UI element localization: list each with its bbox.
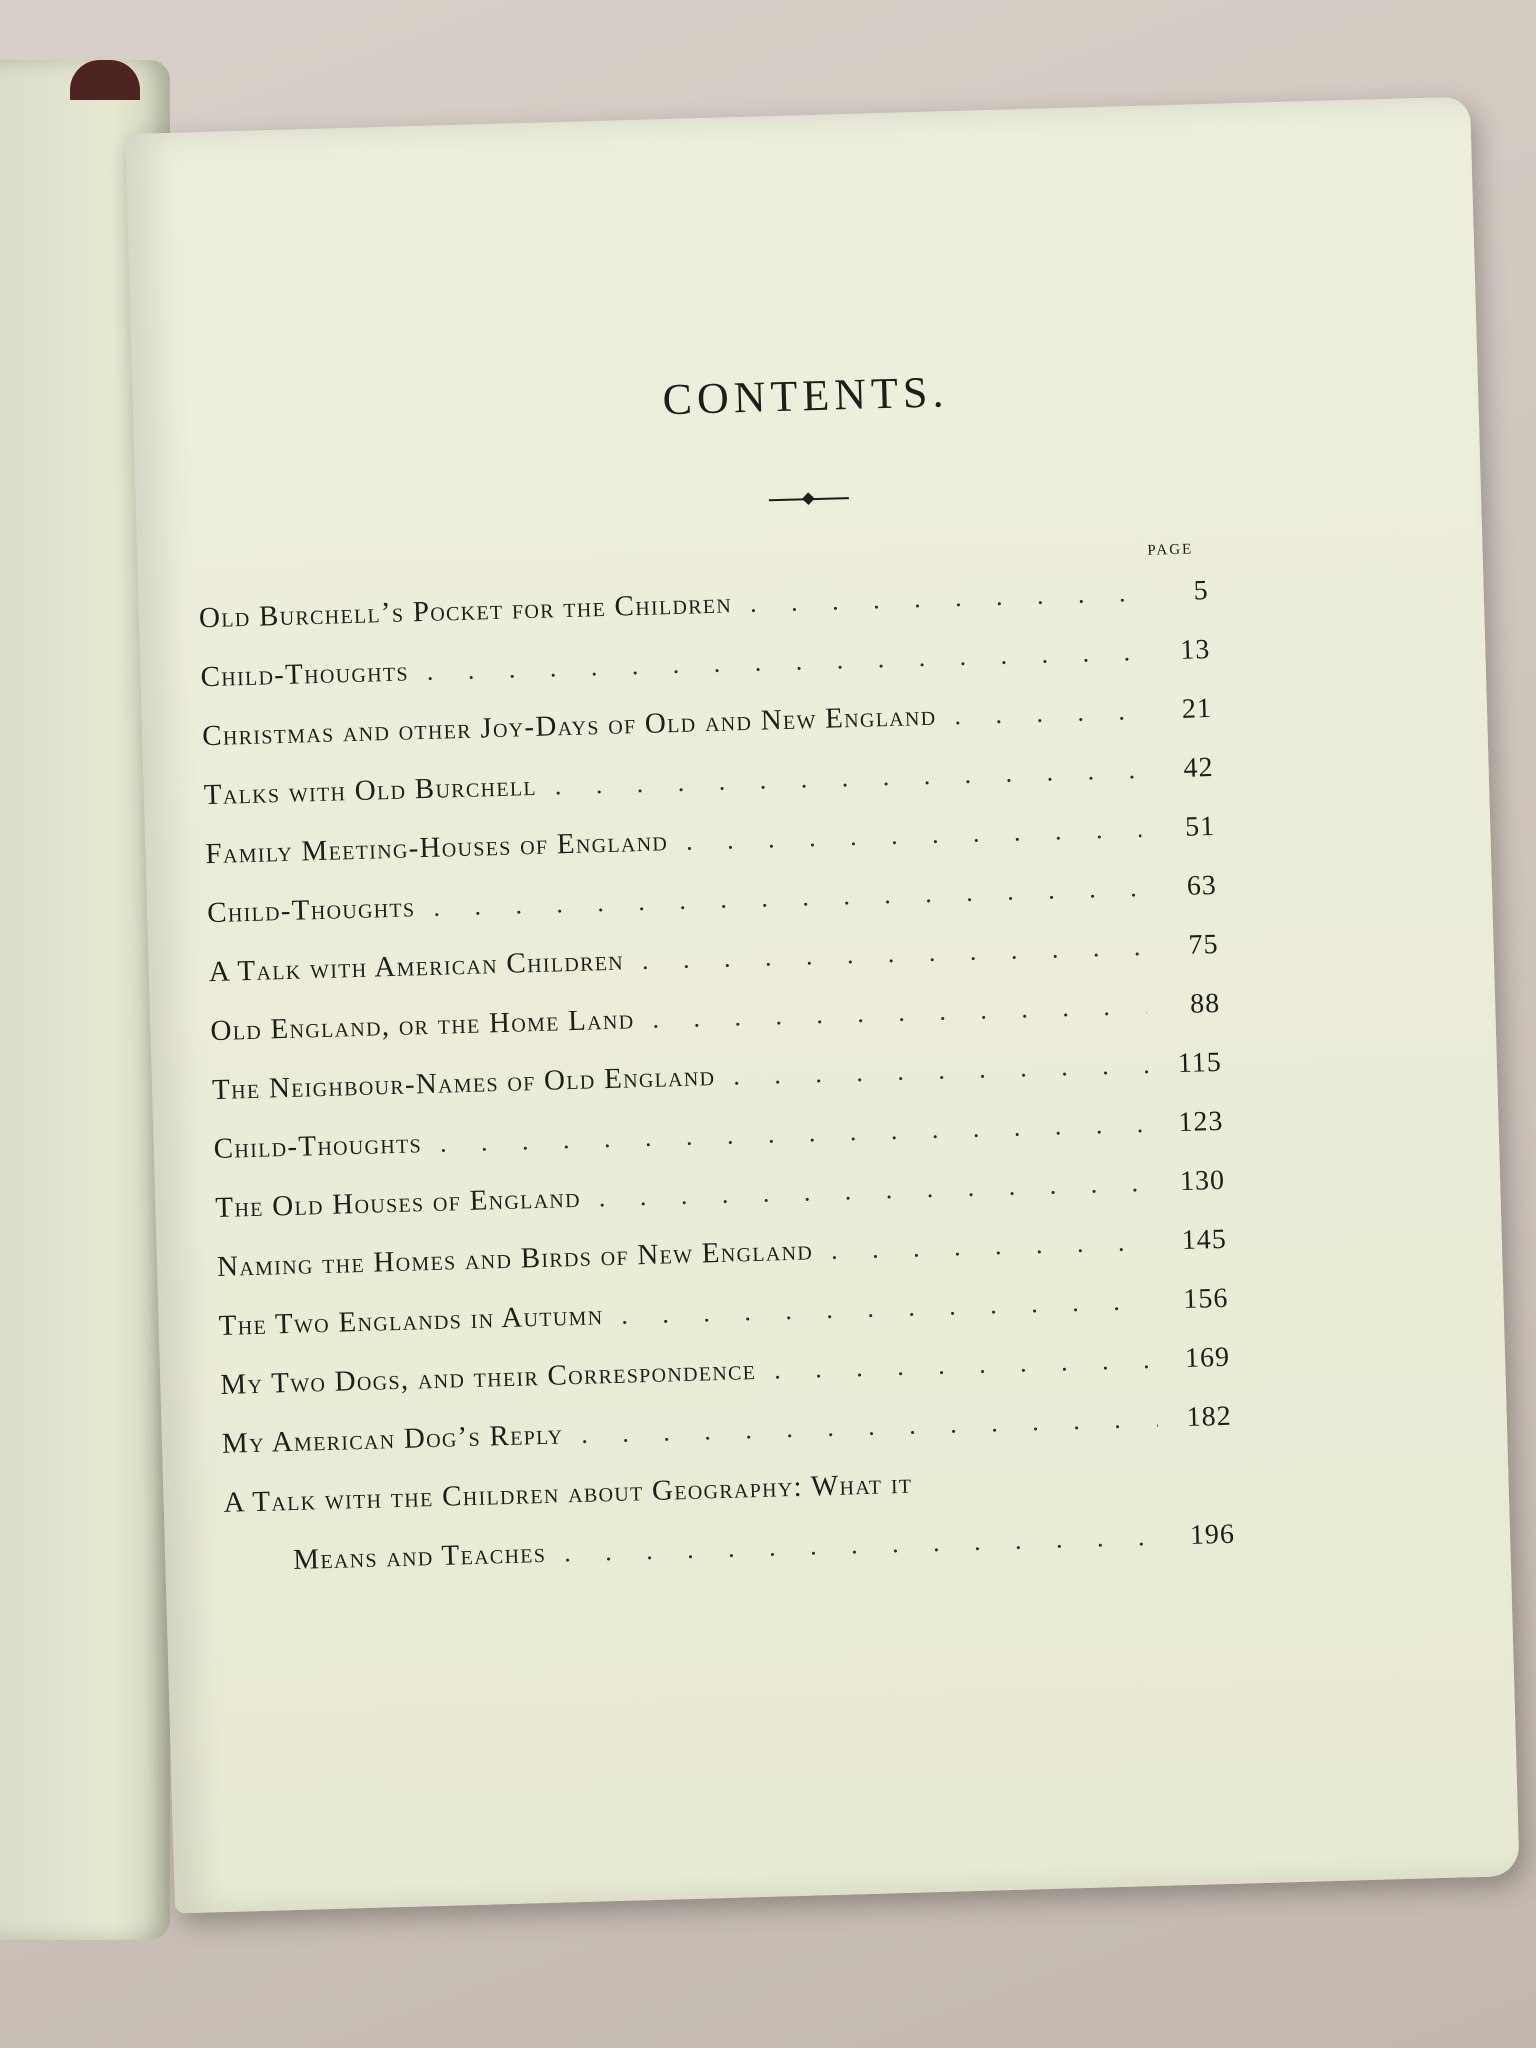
toc-entry-title: My Two Dogs, and their Correspondence (219, 1354, 757, 1401)
toc-entry-title: Family Meeting-Houses of England (205, 825, 669, 871)
contents-page (125, 97, 1519, 1914)
toc-entry-page: 130 (1179, 1164, 1226, 1198)
toc-entry-page: 182 (1186, 1400, 1233, 1433)
toc-entry-title: Old Burchell’s Pocket for the Children (198, 587, 733, 635)
toc-entry-title: The Two Englands in Autumn (218, 1299, 604, 1342)
toc-entry-title: The Neighbour-Names of Old England (211, 1060, 716, 1107)
toc-entry-title: Child-Thoughts (213, 1127, 423, 1166)
dot-leader (750, 578, 1135, 619)
dot-leader (564, 1522, 1162, 1569)
dot-leader (831, 1227, 1154, 1266)
toc-entry-title: My American Dog’s Reply (221, 1418, 564, 1460)
page-column-label: PAGE (1147, 541, 1194, 559)
toc-entry-page: 13 (1179, 634, 1211, 666)
table-of-contents (199, 574, 1237, 1605)
toc-entry-page: 21 (1181, 693, 1213, 725)
toc-entry-title: A Talk with the Children about Geography: What it (223, 1467, 913, 1519)
toc-entry-title: Talks with Old Burchell (203, 769, 538, 812)
toc-entry-title: Child-Thoughts (206, 891, 416, 930)
dot-leader (954, 696, 1138, 731)
toc-entry-title: Old England, or the Home Land (210, 1003, 635, 1048)
toc-entry-page: 196 (1189, 1518, 1236, 1551)
toc-entry-title: Child-Thoughts (200, 655, 410, 694)
toc-entry-page: 5 (1193, 575, 1210, 607)
toc-entry-page: 51 (1184, 810, 1216, 843)
toc-entry-title: Naming the Homes and Birds of New England (216, 1234, 814, 1284)
toc-entry-title: A Talk with American Children (208, 944, 625, 989)
toc-entry-page: 75 (1188, 928, 1219, 961)
toc-entry-title: The Old Houses of England (214, 1181, 582, 1225)
toc-entry-title-continued: Means and Teaches (292, 1536, 547, 1576)
dot-leader (774, 1345, 1157, 1386)
toc-entry-page: 88 (1189, 987, 1221, 1020)
toc-entry-page: 156 (1182, 1282, 1229, 1316)
toc-entry-page: 63 (1186, 869, 1218, 902)
title-ornament (768, 492, 848, 506)
toc-entry-page: 169 (1184, 1341, 1231, 1375)
toc-entry-page: 115 (1177, 1046, 1223, 1080)
toc-entry-page: 42 (1183, 751, 1214, 784)
toc-entry-title: Christmas and other Joy-Days of Old and New England (201, 699, 937, 753)
toc-entry-page: 123 (1177, 1105, 1224, 1139)
toc-entry-page: 145 (1181, 1223, 1228, 1257)
page-title: CONTENTS. (661, 367, 950, 425)
